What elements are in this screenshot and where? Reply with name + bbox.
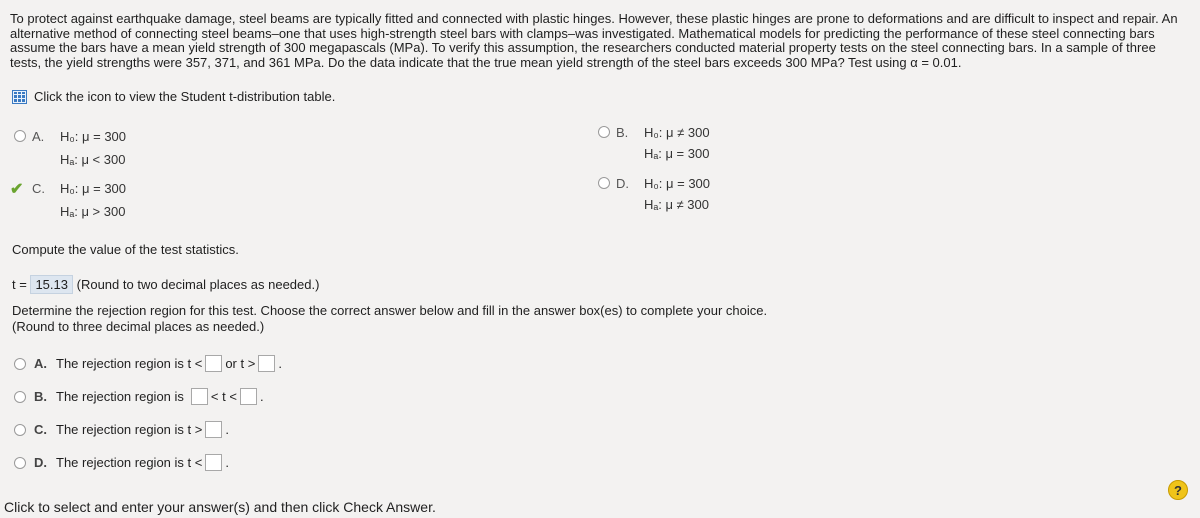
rejection-choice-b[interactable] bbox=[14, 388, 264, 405]
critical-value-input[interactable] bbox=[205, 454, 222, 471]
h0-text: H₀: μ ≠ 300 bbox=[644, 125, 710, 140]
ha-text: Hₐ: μ > 300 bbox=[60, 204, 126, 219]
ha-text: Hₐ: μ = 300 bbox=[644, 146, 710, 161]
rejection-choice-a[interactable] bbox=[14, 355, 282, 372]
choice-text: The rejection region is t > bbox=[56, 422, 203, 437]
radio-a[interactable] bbox=[14, 130, 26, 142]
choice-end: . bbox=[259, 389, 264, 404]
radio-b[interactable] bbox=[14, 391, 26, 403]
radio-d[interactable] bbox=[14, 457, 26, 469]
t-label: t = bbox=[12, 277, 27, 292]
ha-text: Hₐ: μ < 300 bbox=[60, 152, 126, 167]
option-letter: A. bbox=[34, 356, 47, 371]
footer-instruction: Click to select and enter your answer(s) and then click Check Answer. bbox=[4, 499, 436, 515]
choice-text-between: < t < bbox=[210, 389, 237, 404]
t-table-link[interactable] bbox=[12, 89, 335, 104]
rejection-choice-d[interactable] bbox=[14, 454, 229, 471]
t-table-link-label: Click the icon to view the Student t-distribution table. bbox=[34, 89, 336, 104]
rejection-choice-c[interactable] bbox=[14, 421, 229, 438]
check-icon: ✔ bbox=[10, 181, 24, 198]
radio-b[interactable] bbox=[598, 126, 610, 138]
option-letter: C. bbox=[32, 181, 45, 196]
option-letter: C. bbox=[34, 422, 47, 437]
choice-end: . bbox=[225, 455, 229, 470]
radio-c[interactable] bbox=[14, 424, 26, 436]
upper-bound-input[interactable] bbox=[258, 355, 275, 372]
option-letter: D. bbox=[34, 455, 47, 470]
compute-prompt: Compute the value of the test statistics. bbox=[12, 242, 239, 257]
choice-text: The rejection region is t < bbox=[56, 455, 203, 470]
option-letter: B. bbox=[34, 389, 47, 404]
lower-bound-input[interactable] bbox=[191, 388, 208, 405]
option-letter: A. bbox=[32, 129, 45, 144]
h0-text: H₀: μ = 300 bbox=[644, 176, 711, 191]
lower-bound-input[interactable] bbox=[205, 355, 222, 372]
rejection-prompt: Determine the rejection region for this test. Choose the correct answer below and fill in the answer box(es) to complete your choice. bbox=[12, 303, 768, 318]
radio-a[interactable] bbox=[14, 358, 26, 370]
choice-end: . bbox=[278, 356, 282, 371]
h0-text: H₀: μ = 300 bbox=[60, 181, 127, 196]
choice-text-or: or t > bbox=[225, 356, 256, 371]
table-icon[interactable] bbox=[12, 90, 27, 104]
problem-text: To protect against earthquake damage, steel beams are typically fitted and connected with plastic hinges. However, these plastic hinges are prone to deformations and are difficult to inspect and repair. An alternative method of connecting steel beams–one that uses high-strength steel bars with clamps–was investigated. Mathematical models for predicting the performance of these steel connecting bars assume the bars have a mean yield strength of 300 megapascals (MPa). To verify this assumption, the researchers conducted material property tests on the steel connecting bars. In a sample of three tests, the yield strengths were 357, 371, and 361 MPa. Do the data indicate that the true mean yield strength of the steel bars exceeds 300 MPa? Test using α = 0.01. bbox=[10, 11, 1178, 70]
choice-text: The rejection region is t < bbox=[56, 356, 203, 371]
rounding-note: (Round to three decimal places as needed.) bbox=[12, 319, 265, 334]
h0-text: H₀: μ = 300 bbox=[60, 129, 127, 144]
option-letter: D. bbox=[616, 176, 629, 191]
ha-text: Hₐ: μ ≠ 300 bbox=[644, 197, 709, 212]
choice-end: . bbox=[225, 422, 229, 437]
help-button[interactable]: ? bbox=[1168, 480, 1188, 500]
t-statistic-row bbox=[12, 275, 319, 294]
upper-bound-input[interactable] bbox=[240, 388, 257, 405]
t-value-box[interactable]: 15.13 bbox=[30, 275, 73, 294]
critical-value-input[interactable] bbox=[205, 421, 222, 438]
t-note: (Round to two decimal places as needed.) bbox=[76, 277, 320, 292]
radio-d[interactable] bbox=[598, 177, 610, 189]
option-letter: B. bbox=[616, 125, 629, 140]
choice-text: The rejection region is bbox=[56, 389, 184, 404]
